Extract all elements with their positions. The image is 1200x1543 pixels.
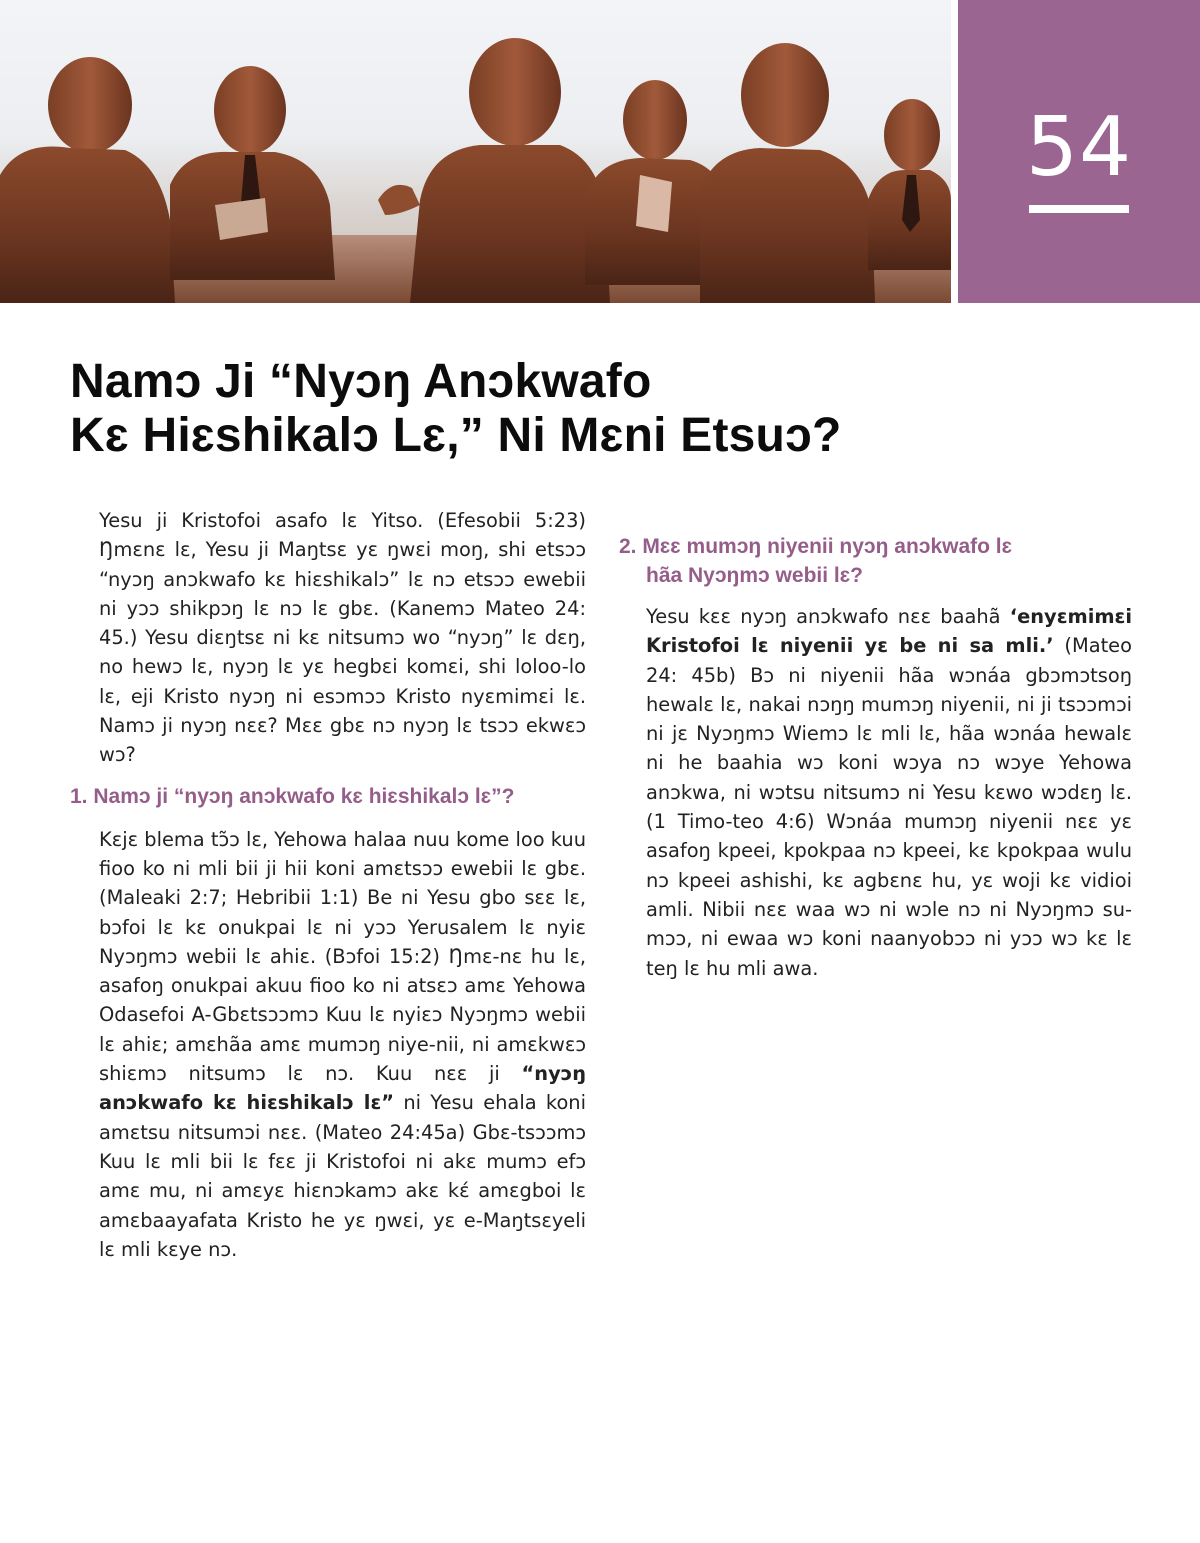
person-silhouette-5 — [700, 43, 875, 303]
person-silhouette-1 — [0, 57, 175, 303]
person-silhouette-6 — [868, 99, 951, 270]
badge-underline — [1029, 205, 1129, 213]
section-1-paragraph — [99, 825, 586, 1264]
section-2-bold-phrase: ‘enyɛmimɛi Kristofoi lɛ niyenii yɛ be ni sa mli.’ — [646, 605, 1132, 658]
page-title — [70, 355, 1070, 463]
section-1-bold-phrase: “nyɔŋ anɔkwafo kɛ hiɛshikalɔ lɛ” — [99, 1062, 587, 1115]
section-2-text-b: (Mateo 24: 45b) Bɔ ni niyenii hãa wɔnáa gbɔmɔtsoŋ hewalɛ lɛ, nakai nɔŋŋ mumɔŋ niyenii, ni ji tsɔɔmɔi ni jɛ Nyɔŋmɔ Wiemɔ lɛ mli lɛ, hãa wɔnáa hewalɛ ni he baahia wɔ koni wɔya nɔ wɔye Yehowa anɔkwa, ni wɔtsu nitsumɔ ni Yesu kɛwo wɔdɛŋ lɛ. (1 Timo-teo 4:6) Wɔnáa mumɔŋ niyenii nɛɛ yɛ asafoŋ kpeei, kpokpaa nɔ kpeei, kɛ kpokpaa wulu nɔ kpeei ashishi, kɛ agbɛnɛ hu, yɛ woji kɛ vidioi amli. Nibii nɛɛ waa wɔ ni wɔle nɔ ni Nyɔŋmɔ su-mɔɔ, ni ewaa wɔ koni naanyobɔɔ ni yɔɔ wɔ kɛ lɛ teŋ lɛ hu mli awa. — [646, 634, 1132, 980]
question-2-heading — [619, 532, 1132, 590]
title-line-1: Namɔ Ji “Nyɔŋ Anɔkwafo — [70, 355, 652, 408]
intro-paragraph: Yesu ji Kristofoi asafo lɛ Yitso. (Efesobii 5:23) Ŋmɛnɛ lɛ, Yesu ji Maŋtsɛ yɛ ŋwɛi moŋ, shi etsɔɔ “nyɔŋ anɔkwafo kɛ hiɛshikalɔ” lɛ nɔ etsɔɔ ewebii ni yɔɔ shikpɔŋ lɛ nɔ lɛ gbɛ. (Kanemɔ Mateo 24: 45.) Yesu diɛŋtsɛ ni kɛ nitsumɔ wo “nyɔŋ” lɛ dɛŋ, no hewɔ lɛ, nyɔŋ lɛ yɛ hegbɛi komɛi, shi loloo-lo lɛ, eji Kristo nyɔŋ ni esɔmɔɔ Kristo nyɛmimɛi lɛ. Namɔ ji nyɔŋ nɛɛ? Mɛɛ gbɛ nɔ nyɔŋ lɛ tsɔɔ ekwɛɔ wɔ? — [99, 509, 586, 767]
person-silhouette-2 — [170, 66, 335, 280]
right-column — [619, 506, 1132, 983]
section-2-text-a: Yesu kɛɛ nyɔŋ anɔkwafo nɛɛ baahã — [646, 605, 1001, 628]
question-2-line-1: 2. Mɛɛ mumɔŋ niyenii nyɔŋ anɔkwafo lɛ — [619, 535, 1013, 558]
section-1-text-a: Kɛjɛ blema tɔ̃ɔ lɛ, Yehowa halaa nuu kome loo kuu fioo ko ni mli bii ji hii koni amɛtsɔɔ ewebii lɛ gbɛ. (Maleaki 2:7; Hebribii 1:1) Be ni Yesu gbo sɛɛ lɛ, bɔfoi lɛ kɛ onukpai lɛ ni yɔɔ Yerusalem lɛ nyiɛ Nyɔŋmɔ webii lɛ ahiɛ. (Bɔfoi 15:2) Ŋmɛ-nɛ hu lɛ, asafoŋ onukpai akuu fioo ko ni atsɛɔ amɛ Yehowa Odasefoi A-Gbɛtsɔɔmɔ Kuu lɛ nyiɛɔ Nyɔŋmɔ webii lɛ ahiɛ; amɛhãa amɛ mumɔŋ niye-nii, ni amɛkwɛɔ shiɛmɔ nitsumɔ lɛ nɔ. Kuu nɛɛ ji — [99, 827, 586, 1086]
left-column — [70, 506, 587, 1264]
section-1-text-b: ni Yesu ehala koni amɛtsu nitsumɔi nɛɛ. (Mateo 24:45a) Gbɛ-tsɔɔmɔ Kuu lɛ mli bii lɛ fɛɛ ji Kristofoi ni akɛ mumɔ efɔ amɛ mu, ni amɛyɛ hiɛnɔkamɔ akɛ kɛ́ amɛgboi lɛ amɛbaayafata Kristo he yɛ ŋwɛi, yɛ e-Maŋtsɛyeli lɛ mli kɛye nɔ. — [99, 1091, 586, 1261]
hero-illustration — [0, 0, 951, 303]
lesson-number-badge — [958, 0, 1200, 303]
title-line-2: Kɛ Hiɛshikalɔ Lɛ,” Ni Mɛni Etsuɔ? — [70, 409, 842, 462]
question-1-heading: 1. Namɔ ji “nyɔŋ anɔkwafo kɛ hiɛshikalɔ lɛ”? — [70, 784, 515, 808]
lesson-number: 54 — [1025, 100, 1133, 195]
section-2-paragraph — [646, 602, 1132, 983]
question-2-line-2: hãa Nyɔŋmɔ webii lɛ? — [646, 564, 864, 587]
